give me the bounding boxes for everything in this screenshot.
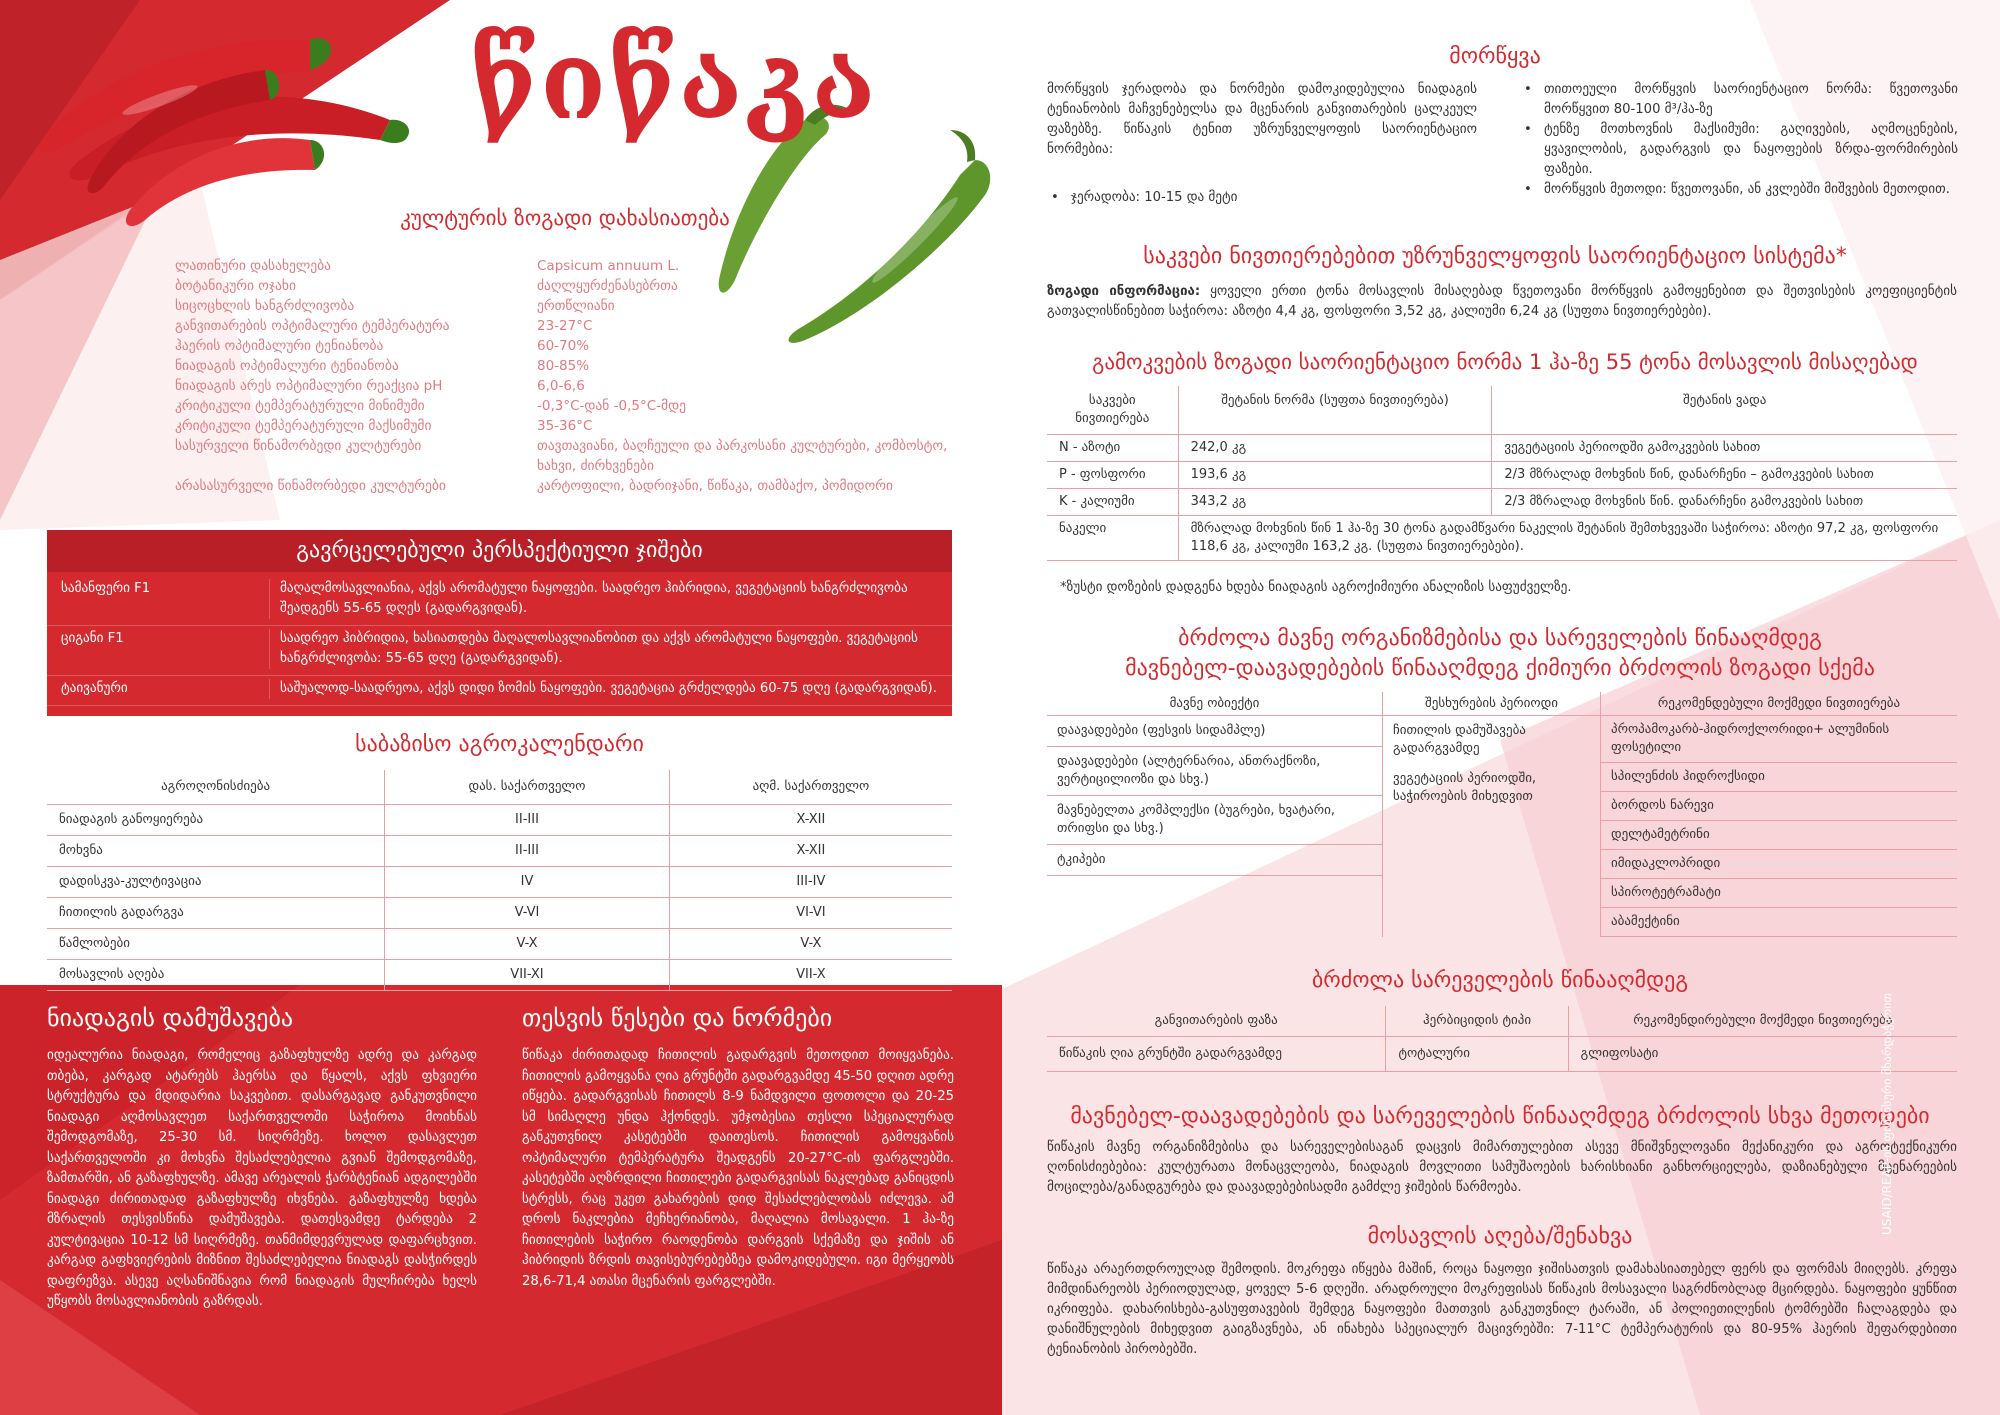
- fert-table: [1047, 386, 1957, 561]
- culture-table: [175, 256, 975, 496]
- calendar-row: [47, 898, 952, 929]
- variety-row: [47, 676, 952, 706]
- fert-cell: 193,6 კგ: [1178, 462, 1492, 489]
- varieties-heading: გავრცელებული პერსპექტიული ჯიშები: [47, 530, 952, 572]
- calendar-cell: V-VI: [385, 898, 670, 929]
- culture-row-label: განვითარების ოპტიმალური ტემპერატურა: [175, 318, 450, 334]
- fert-row: [1047, 462, 1957, 489]
- fert-cell: ვეგეტაციის პერიოდში გამოკვების სახით: [1492, 435, 1957, 462]
- nutrition-text: [1047, 282, 1957, 322]
- fert-cell: N - აზოტი: [1047, 435, 1178, 462]
- pest-period: ჩითილის დამუშავება გადარგვამდე: [1393, 723, 1526, 756]
- variety-name: ტაივანური: [61, 681, 128, 696]
- fert-row: [1047, 435, 1957, 462]
- page-title: წიწაკა: [470, 18, 878, 144]
- weeds-table: [1047, 1006, 1957, 1072]
- soil-heading: ნიადაგის დამუშავება: [47, 1004, 294, 1032]
- fert-manure-label: ნაკელი: [1047, 516, 1178, 561]
- calendar-cell: ჩითილის გადარგვა: [47, 898, 385, 929]
- calendar-cell: X-XII: [669, 836, 952, 867]
- weeds-header: განვითარების ფაზა: [1047, 1006, 1386, 1037]
- watering-left-list: [1047, 188, 1477, 208]
- weeds-cell: გლიფოსატი: [1568, 1037, 1957, 1072]
- harvest-text: წიწაკა არაერთდროულად შემოდის. მოკრეფა იწყება მაშინ, როცა ნაყოფი ჯიშისათვის დამახასიათებელ ფერს და ფორმას მიიღებს. კრეფა მიმდინარეობს პერიოდულად, ყოველ 5-6 დღეში. არადროული მოკრეფისას წიწაკის მოსავალი საგრძნობლად მცირდება. ნაყოფები ყუნწით იკრიფება. დახარისხება-გასუფთავების შემდეგ ნაყოფები მათთვის განკუთვნილ ტარაში, ან პოლიეთილენის ტომრებში ჩალაგდება და დანიშნულების მიხედვით გაიგზავნება, ან ინახება სპეციალურ მაცივრებში: 7-11°C ტემპერატურის და 80-95% ჰაერის შეფარდებითი ტენიანობის პირობებში.: [1047, 1262, 1957, 1357]
- culture-row-value: ერთწლიანი: [537, 298, 615, 314]
- culture-row-label: ჰაერის ოპტიმალური ტენიანობა: [175, 338, 384, 354]
- variety-name: სამანფერი F1: [61, 581, 151, 596]
- variety-desc: საადრეო ჰიბრიდია, ხასიათდება მაღალოსავლიანობით და აქვს არომატული ნაყოფები. ვეგეტაციის ხანგრძლივობა: 55-65 დღე (გადარგვიდან).: [269, 629, 949, 669]
- variety-name: ციგანი F1: [61, 631, 124, 646]
- culture-row-value: Capsicum annuum L.: [537, 258, 680, 274]
- pests-header-period: შესხურების პერიოდი: [1382, 692, 1600, 715]
- pests-heading-2: მავნებელ-დაავადებების წინააღმდეგ ქიმიური ბრძოლის ზოგადი სქემა: [1125, 656, 1875, 681]
- culture-row-value: 80-85%: [537, 358, 590, 374]
- fert-header: შეტანის ვადა: [1492, 386, 1957, 435]
- weeds-header: რეკომენდირებული მოქმედი ნივთიერება: [1568, 1006, 1957, 1037]
- calendar-cell: VI-VI: [669, 898, 952, 929]
- culture-row-label: სასურველი წინამორბედი კულტურები: [175, 438, 422, 454]
- fert-cell: 343,2 კგ: [1178, 489, 1492, 516]
- fert-header: საკვები ნივთიერება: [1047, 386, 1178, 435]
- culture-row-value: -0,3°C-დან -0,5°C-მდე: [537, 398, 686, 414]
- watering-left-text: მორწყვის ჯერადობა და ნორმები დამოკიდებულია ნიადაგის ტენიანობის მაჩვენებელსა და მცენარის განვითარების ცალკეულ ფაზებზე. წიწაკის ტენით უზრუნველყოფის საორიენტაციო ნორმებია:: [1047, 82, 1477, 157]
- culture-row-label: ლათინური დასახელება: [175, 258, 331, 274]
- culture-row: [175, 356, 975, 376]
- culture-row-label: არასასურველი წინამორბედი კულტურები: [175, 478, 446, 494]
- calendar-row: [47, 929, 952, 960]
- watering-bullet: • თითოეული მორწყვის საორიენტაციო ნორმა: წვეთოვანი მორწყვით 80-100 მ³/ჰა-ზე: [1520, 80, 1958, 120]
- calendar-table: [47, 770, 952, 991]
- pests-table: [1047, 692, 1957, 937]
- seeding-heading: თესვის წესები და ნორმები: [522, 1004, 833, 1032]
- calendar-cell: ნიადაგის განოყიერება: [47, 805, 385, 836]
- harvest-heading: მოსავლის აღება/შენახვა: [1367, 1224, 1633, 1249]
- culture-row-value: 23-27°C: [537, 318, 593, 334]
- nutrition-body: ყოველი ერთი ტონა მოსავლის მისაღებად წვეთოვანი მორწყვის გამოყენებით და შეთვისების კოეფიციენტის გათვალისწინებით საჭიროა: აზოტი 4,4 კგ, ფოსფორი 3,52 კგ, კალიუმი 6,24 კგ (სუფთა ნივთიერებები).: [1047, 284, 1957, 319]
- pest-substance: ბორდოს ნარევი: [1601, 792, 1957, 821]
- calendar-cell: IV: [385, 867, 670, 898]
- calendar-cell: V-X: [669, 929, 952, 960]
- calendar-cell: X-XII: [669, 805, 952, 836]
- pest-object: დაავადებები (ფესვის სიდამპლე): [1047, 716, 1382, 747]
- culture-row-value: თავთავიანი, ბაღჩეული და პარკოსანი კულტურები, კომბოსტო, ხახვი, ძირხვენები: [537, 438, 948, 474]
- pests-heading-1: ბრძოლა მავნე ორგანიზმებისა და სარეველების წინააღმდეგ: [1178, 626, 1822, 651]
- variety-row: [47, 576, 952, 626]
- calendar-header: დას. საქართველო: [385, 770, 670, 805]
- calendar-cell: VII-XI: [385, 960, 670, 991]
- soil-text: იდეალურია ნიადაგი, რომელიც გაზაფხულზე ადრე და კარგად თბება, კარგად ატარებს ჰაერსა და წყალს, აქვს ფხვიერი სტრუქტურა და მდიდარია საკვებით. დასარგავად განკუთვნილი ნიადაგი აღმოსავლეთ საქართველოში საჭიროა მოიხნას შემოდგომაზე, 25-30 სმ. სიღრმეზე. ხოლო დასავლეთ საქართველოში კი მოხვნა შესაძლებელია გვიან შემოდგომაზე, ზამთარში, ან გაზაფხულზე. ამავე არეალის ჭარბტენიან ადგილებში ნიადაგი ძირითადად გაზაფხულზე იხვნება. გაზაფხულზე ხდება მზრალის თესვისწინა დამუშავება. დათესვამდე ტარდება 2 კულტივაცია 10-12 სმ სიღრმეზე. თანმიმდევრულად დაფარცხვით. კარგად გაფხვიერების მიზნით შესაძლებელია ნიადაგს დასჭირდეს დაფრეზვა. ასევე აღსანიშნავია რომ ნიადაგის მულჩირება ხელს უწყობს მოსავლიანობის გაზრდას.: [47, 1048, 477, 1309]
- calendar-header: აღმ. საქართველო: [669, 770, 952, 805]
- culture-row-value: 35-36°C: [537, 418, 593, 434]
- calendar-heading: საბაზისო აგროკალენდარი: [355, 732, 644, 757]
- culture-row-value: კარტოფილი, ბადრიჯანი, წიწაკა, თამბაქო, პომიდორი: [537, 478, 893, 494]
- calendar-cell: მოხვნა: [47, 836, 385, 867]
- watering-bullet: • მორწყვის მეთოდი: წვეთოვანი, ან კვლებში მიშვების მეთოდით.: [1520, 180, 1958, 200]
- fert-cell: P - ფოსფორი: [1047, 462, 1178, 489]
- fert-cell: 242,0 კგ: [1178, 435, 1492, 462]
- culture-row-value: 60-70%: [537, 338, 590, 354]
- calendar-cell: წამლობები: [47, 929, 385, 960]
- variety-desc: მაღალმოსავლიანია, აქვს არომატული ნაყოფები. საადრეო ჰიბრიდია, ვეგეტაციის ხანგრძლივობა შეადგენს 55-65 დღეს (გადარგვიდან).: [269, 579, 949, 619]
- culture-row-label: კრიტიკული ტემპერატურული მაქსიმუმი: [175, 418, 432, 434]
- pest-object: ტკიპები: [1047, 845, 1382, 876]
- weeds-cell: ტოტალური: [1386, 1037, 1568, 1072]
- culture-row-label: ბოტანიკური ოჯახი: [175, 278, 296, 294]
- culture-row-label: კრიტიკული ტემპერატურული მინიმუმი: [175, 398, 425, 414]
- calendar-row: [47, 805, 952, 836]
- culture-row: [175, 376, 975, 396]
- calendar-row: [47, 960, 952, 991]
- fert-note: *ზუსტი დოზების დადგენა ხდება ნიადაგის აგროქიმიური ანალიზის საფუძველზე.: [1060, 580, 1572, 595]
- pest-substance: სპიროტეტრამატი: [1601, 879, 1957, 908]
- nutrition-bold-label: ზოგადი ინფორმაცია:: [1047, 284, 1201, 299]
- fert-cell: 2/3 მზრალად მოხვნის წინ, დანარჩენი – გამოკვების სახით: [1492, 462, 1957, 489]
- watering-bullet: • ტენზე მოთხოვნის მაქსიმუმი: გაღივების, აღმოცენების, ყვავილობის, გადარგვის და ნაყოფების ზრდა-ფორმირების ფაზები.: [1520, 120, 1958, 180]
- fert-cell: 2/3 მზრალად მოხვნის წინ. დანარჩენი გამოკვების სახით: [1492, 489, 1957, 516]
- weeds-cell: წიწაკის ღია გრუნტში გადარგვამდე: [1047, 1037, 1386, 1072]
- calendar-row: [47, 867, 952, 898]
- fert-manure-row: [1047, 516, 1957, 561]
- pest-object: დაავადებები (ალტერნარია, ანთრაქნოზი, ვერტიცილიოზი და სხვ.): [1047, 747, 1382, 796]
- fert-manure-text: მზრალად მოხვნის წინ 1 ჰა-ზე 30 ტონა გადამწვარი ნაკელის შეტანის შემთხვევაში საჭიროა: აზოტი 97,2 კგ, ფოსფორი 118,6 კგ, კალიუმი 163,2 კგ. (სუფთა ნივთიერებები).: [1178, 516, 1957, 561]
- pest-period: ვეგეტაციის პერიოდში, საჭიროების მიხედვით: [1393, 771, 1537, 804]
- pest-substance: დელტამეტრინი: [1601, 821, 1957, 850]
- calendar-cell: III-IV: [669, 867, 952, 898]
- pest-substance: აბამექტინი: [1601, 908, 1957, 937]
- culture-row: [175, 256, 975, 276]
- weeds-header: ჰერბიციდის ტიპი: [1386, 1006, 1568, 1037]
- pest-object: მავნებელთა კომპლექსი (ბუგრები, ხვატარი, თრიფსი და სხვ.): [1047, 796, 1382, 845]
- pests-header-object: მავნე ობიექტი: [1169, 696, 1260, 711]
- culture-row: [175, 276, 975, 296]
- calendar-cell: II-III: [385, 805, 670, 836]
- culture-row-value: 6,0-6,6: [537, 378, 585, 394]
- culture-row: [175, 436, 975, 476]
- culture-row: [175, 336, 975, 356]
- culture-row-label: ნიადაგის არეს ოპტიმალური რეაქცია pH: [175, 378, 443, 394]
- watering-left-bullet: • ჯერადობა: 10-15 და მეტი: [1047, 188, 1477, 208]
- fert-header: შეტანის ნორმა (სუფთა ნივთიერება): [1178, 386, 1492, 435]
- calendar-cell: დადისკვა-კულტივაცია: [47, 867, 385, 898]
- calendar-row: [47, 836, 952, 867]
- culture-row: [175, 296, 975, 316]
- pest-substance: სპილენძის ჰიდროქსიდი: [1601, 763, 1957, 792]
- calendar-cell: II-III: [385, 836, 670, 867]
- weeds-heading: ბრძოლა სარეველების წინააღმდეგ: [1311, 968, 1689, 993]
- culture-row: [175, 476, 975, 496]
- calendar-header: აგროღონისძიება: [47, 770, 385, 805]
- vertical-credit: USAID/REAP-ის ფინანსური მხარდაჭერით: [1880, 992, 1894, 1235]
- watering-bullets: [1520, 80, 1958, 200]
- culture-row-label: სიცოცხლის ხანგრძლივობა: [175, 298, 355, 314]
- other-methods-text: წიწაკის მავნე ორგანიზმებისა და სარეველებისაგან დაცვის მიმართულებით ასევე მნიშვნელოვანი მექანიკური და აგროტექნიკური ღონისძიებებია: კულტურათა მონაცვლეობა, ნიადაგის მოვლითი სამუშაოების ხარისხიანი განხორციელება, დაზიანებული მცენარეების მოცილება/განადგურება და დაავადებებისადმი გამძლე ჯიშების წარმოება.: [1047, 1140, 1957, 1195]
- culture-row-label: ნიადაგის ოპტიმალური ტენიანობა: [175, 358, 399, 374]
- fert-cell: K - კალიუმი: [1047, 489, 1178, 516]
- pest-substance: იმიდაკლოპრიდი: [1601, 850, 1957, 879]
- culture-row: [175, 416, 975, 436]
- variety-row: [47, 626, 952, 676]
- culture-row: [175, 316, 975, 336]
- pest-substance: პროპამოკარბ-ჰიდროქლორიდი+ ალუმინის ფოსეტილი: [1601, 716, 1957, 763]
- culture-heading: კულტურის ზოგადი დახასიათება: [400, 206, 730, 230]
- fert-row: [1047, 489, 1957, 516]
- pests-header-substance: რეკომენდებული მოქმედი ნივთიერება: [1600, 692, 1957, 715]
- culture-row: [175, 396, 975, 416]
- calendar-cell: მოსავლის აღება: [47, 960, 385, 991]
- watering-heading: მორწყვა: [1449, 44, 1541, 69]
- calendar-cell: V-X: [385, 929, 670, 960]
- seeding-text: წიწაკა ძირითადად ჩითილის გადარგვის მეთოდით მოიყვანება. ჩითილის გამოყვანა ღია გრუნტში გადარგვამდე 45-50 დღით ადრე იწყება. გადარგვისას ჩითილს 8-9 ნამდვილი ფოთოლი და 20-25 სმ სიმაღლე უნდა ჰქონდეს. უმჯობესია თესლი სპეციალურად განკუთვნილ კასეტებში დაითესოს. ჩითილის გამოყვანის ოპტიმალური ტემპერატურა შეადგენს 20-27°C-ის ფარგლებში. კასეტებში აღზრდილი ჩითილები გადარგვისას ნაკლებად განიცდის სტრესს, რაც უკეთ გახარების დიდ შესაძლებლობას იძლევა. ამ დროს ნაკლებია მეჩხერიანობა, მაღალია მოსავალი. 1 ჰა-ზე ჩითილების საჭირო რაოდენობა დარგვის სქემაზე და ჯიშის ან ჰიბრიდის ზრდის თავისებურებებზეა დამოკიდებული. იგი მერყეობს 28,6-71,4 ათასი მცენარის ფარგლებში.: [522, 1048, 954, 1289]
- other-methods-heading: მავნებელ-დაავადებების და სარეველების წინააღმდეგ ბრძოლის სხვა მეთოდები: [1070, 1104, 1930, 1129]
- nutrition-heading: საკვები ნივთიერებებით უზრუნველყოფის საორიენტაციო სისტემა*: [1143, 244, 1847, 269]
- culture-row-value: ძაღლყურძენასებრთა: [537, 278, 678, 294]
- varieties-panel: [47, 530, 952, 716]
- fert-heading: გამოკვების ზოგადი საორიენტაციო ნორმა 1 ჰა-ზე 55 ტონა მოსავლის მისაღებად: [1092, 350, 1918, 374]
- variety-desc: საშუალოდ-საადრეოა, აქვს დიდი ზომის ნაყოფები. ვეგეტაცია გრძელდება 60-75 დღე (გადარგვიდან).: [269, 679, 949, 699]
- calendar-cell: VII-X: [669, 960, 952, 991]
